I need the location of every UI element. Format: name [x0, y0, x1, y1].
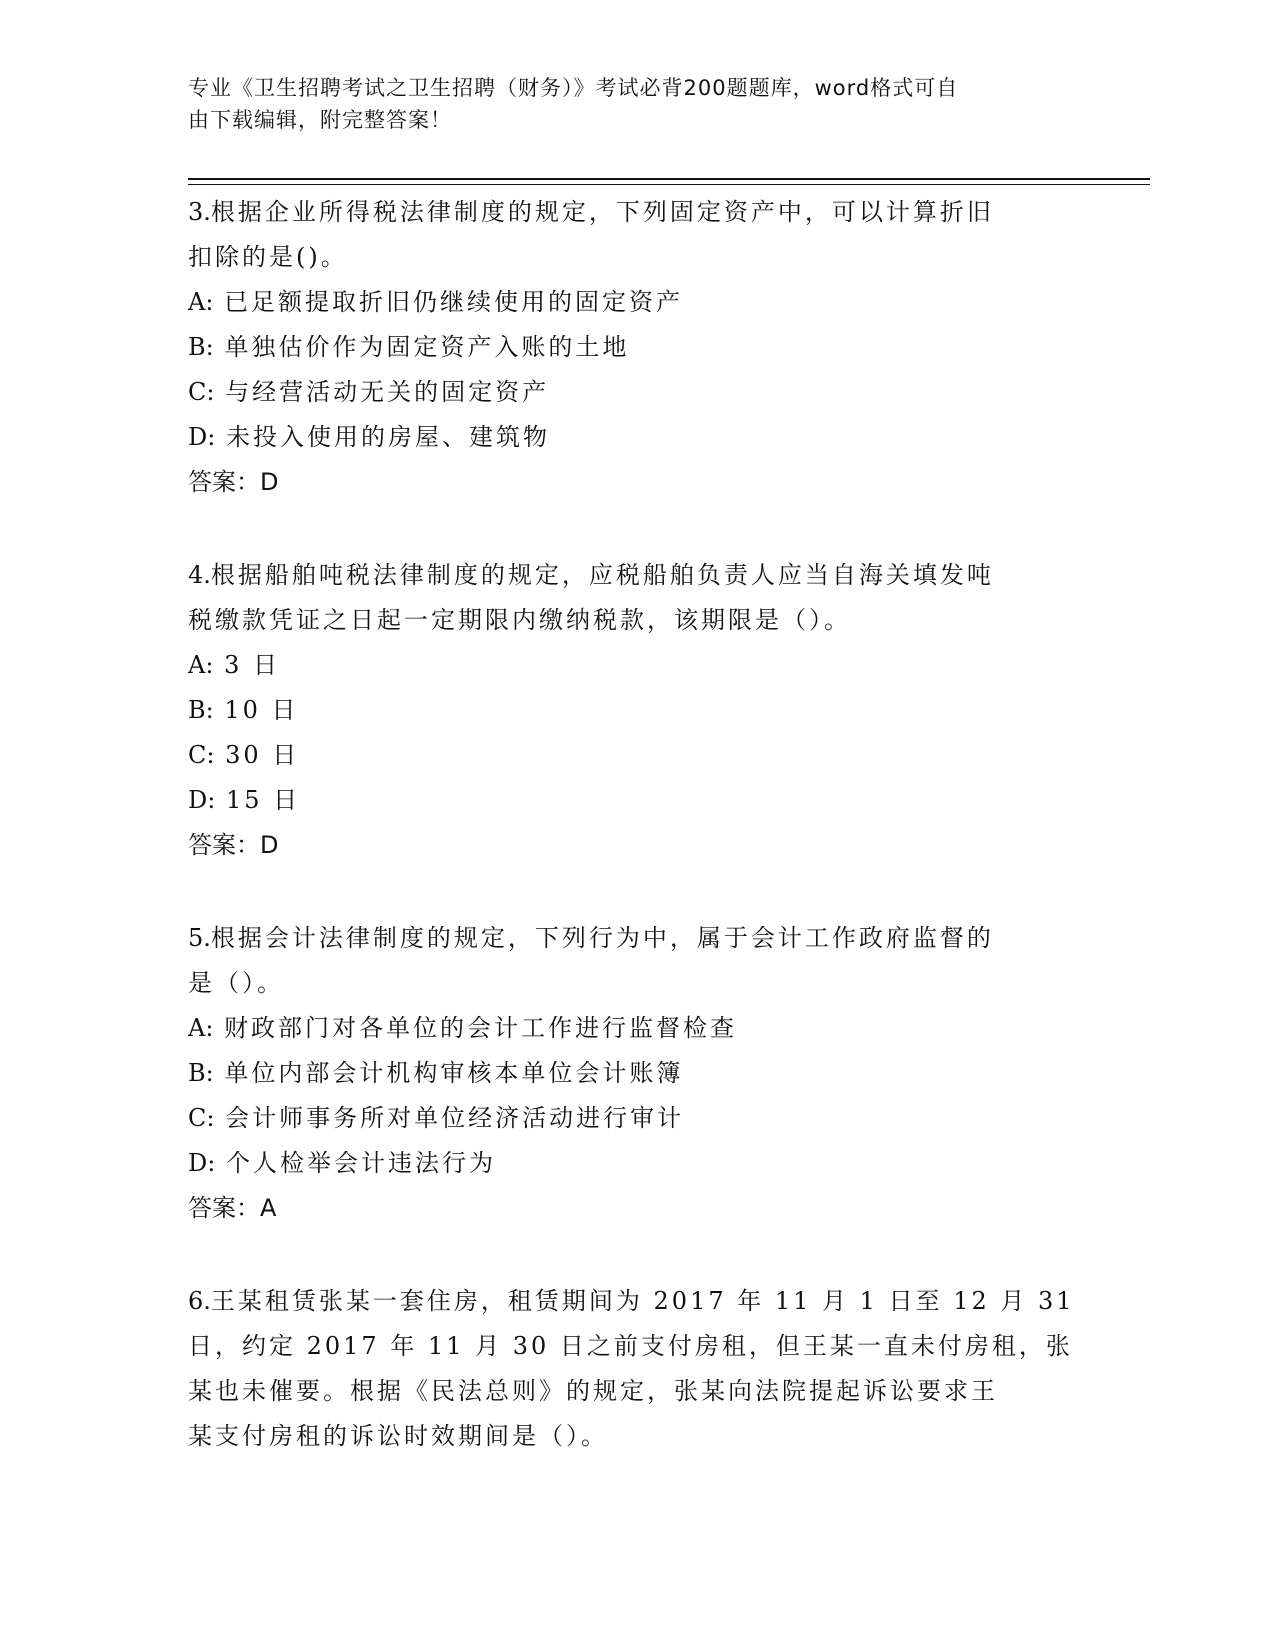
question-text-line-2: 是（）。: [188, 969, 284, 997]
option-d: [188, 778, 1088, 823]
option-letter: C:: [188, 741, 215, 769]
answer-line: [188, 823, 1088, 868]
question-number: 6.: [188, 1287, 211, 1315]
option-letter: A:: [188, 1014, 214, 1042]
option-b: [188, 1051, 1088, 1096]
option-letter: C:: [188, 1104, 215, 1132]
question-text-line-2: 税缴款凭证之日起一定期限内缴纳税款，该期限是（）。: [188, 606, 851, 634]
option-letter: B:: [188, 333, 214, 361]
option-letter: D:: [188, 786, 216, 814]
questions-list: [188, 190, 1088, 1459]
header-line-1: 专业《卫生招聘考试之卫生招聘（财务）》考试必背200题题库，word格式可自: [188, 76, 959, 100]
question-number: 5.: [188, 924, 211, 952]
option-text: 3 日: [224, 651, 280, 679]
option-a: [188, 643, 1088, 688]
option-text: 单独估价作为固定资产入账的土地: [224, 333, 630, 361]
option-c: [188, 370, 1088, 415]
option-letter: B:: [188, 696, 214, 724]
question-5: [188, 916, 1088, 1231]
spacer: [188, 505, 1088, 553]
answer-value: D: [260, 468, 279, 496]
document-header: [188, 72, 1068, 136]
option-letter: D:: [188, 1149, 216, 1177]
answer-line: [188, 460, 1088, 505]
option-text: 财政部门对各单位的会计工作进行监督检查: [224, 1014, 738, 1042]
question-text-line-1: 根据船舶吨税法律制度的规定，应税船舶负责人应当自海关填发吨: [210, 561, 994, 589]
question-text-line-1: 王某租赁张某一套住房，租赁期间为 2017 年 11 月 1 日至 12 月 31: [210, 1287, 1075, 1315]
option-text: 10 日: [224, 696, 299, 724]
answer-value: A: [260, 1194, 277, 1222]
header-line-2: 由下载编辑，附完整答案！: [188, 108, 452, 132]
answer-value: D: [260, 831, 279, 859]
question-text: [188, 916, 1088, 961]
question-text: [188, 553, 1088, 598]
question-4: [188, 553, 1088, 868]
option-text: 30 日: [225, 741, 300, 769]
question-3: [188, 190, 1088, 505]
question-number: 3.: [188, 198, 211, 226]
option-text: 15 日: [225, 786, 301, 814]
question-text: [188, 190, 1088, 235]
spacer: [188, 1231, 1088, 1279]
option-d: [188, 415, 1088, 460]
option-d: [188, 1141, 1088, 1186]
option-text: 与经营活动无关的固定资产: [225, 378, 550, 406]
header-rule-thick: [188, 178, 1150, 180]
question-6: [188, 1279, 1088, 1459]
option-letter: B:: [188, 1059, 214, 1087]
spacer: [188, 868, 1088, 916]
option-c: [188, 733, 1088, 778]
option-a: [188, 280, 1088, 325]
option-text: 未投入使用的房屋、建筑物: [225, 423, 550, 451]
question-text: [188, 1279, 1088, 1324]
option-b: [188, 688, 1088, 733]
header-rule-thin: [188, 184, 1150, 185]
question-text-line-2: 扣除的是()。: [188, 243, 348, 271]
answer-line: [188, 1186, 1088, 1231]
question-text-line-2: 日，约定 2017 年 11 月 30 日之前支付房租，但王某一直未付房租，张: [188, 1332, 1073, 1360]
question-number: 4.: [188, 561, 211, 589]
option-letter: D:: [188, 423, 216, 451]
option-text: 已足额提取折旧仍继续使用的固定资产: [224, 288, 684, 316]
question-text-line-4: 某支付房租的诉讼时效期间是（）。: [188, 1422, 608, 1450]
question-text-line-1: 根据企业所得税法律制度的规定，下列固定资产中，可以计算折旧: [210, 198, 994, 226]
option-letter: A:: [188, 651, 214, 679]
question-text-line-3: 某也未催要。根据《民法总则》的规定，张某向法院提起诉讼要求王: [188, 1377, 998, 1405]
option-c: [188, 1096, 1088, 1141]
answer-label: 答案：: [188, 831, 260, 859]
answer-label: 答案：: [188, 1194, 260, 1222]
option-letter: C:: [188, 378, 215, 406]
question-text-line-1: 根据会计法律制度的规定，下列行为中，属于会计工作政府监督的: [210, 924, 994, 952]
option-text: 单位内部会计机构审核本单位会计账簿: [224, 1059, 684, 1087]
option-a: [188, 1006, 1088, 1051]
option-text: 会计师事务所对单位经济活动进行审计: [225, 1104, 685, 1132]
option-b: [188, 325, 1088, 370]
answer-label: 答案：: [188, 468, 260, 496]
option-letter: A:: [188, 288, 214, 316]
option-text: 个人检举会计违法行为: [225, 1149, 496, 1177]
